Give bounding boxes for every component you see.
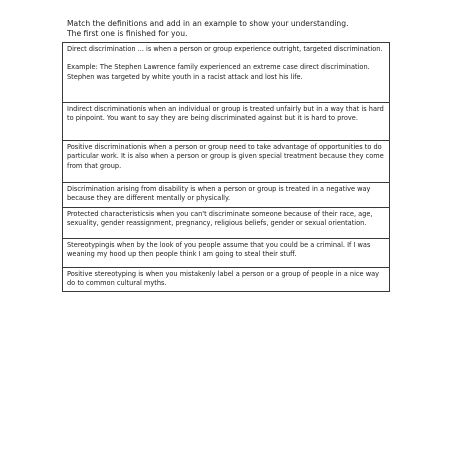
definition-example: Example: The Stephen Lawrence family experienced an extreme case direct discrimination. Stephen was targeted by white youth in a racist attack and lost his life. xyxy=(67,63,370,81)
definition-text: Positive stereotyping is when you mistakenly label a person or a group of people in a nice way do to common cultural myths. xyxy=(67,270,380,288)
instruction-line-1: Match the definitions and add in an example to show your understanding. xyxy=(67,19,349,28)
definition-text: Discrimination arising from disability is when a person or group is treated in a negative way because they are different mentally or physically. xyxy=(67,185,371,203)
instruction-line-2: The first one is finished for you. xyxy=(67,29,188,38)
definitions-table xyxy=(62,42,390,292)
definition-row-direct xyxy=(63,43,389,102)
definition-row-positive-stereotyping xyxy=(63,267,389,291)
definition-row-positive-discrimination xyxy=(63,140,389,182)
definition-row-stereotyping xyxy=(63,238,389,267)
definition-text: Protected characteristicsis when you can't discriminate someone because of their race, age, sexuality, gender reassignment, pregnancy, religious beliefs, gender or sexual orientation. xyxy=(67,210,373,228)
definition-text: Positive discriminationis when a person or group need to take advantage of opportunities to do particular work. It is also when a person or group is given special treatment because they come from that group. xyxy=(67,143,384,170)
definition-row-indirect xyxy=(63,102,389,140)
definition-row-protected xyxy=(63,207,389,238)
definition-text: Direct discrimination ... is when a person or group experience outright, targeted discrimination. xyxy=(67,45,383,53)
definition-text: Indirect discriminationis when an individual or group is treated unfairly but in a way that is hard to pinpoint. You want to say they are being discriminated against but it is hard to prove. xyxy=(67,105,384,123)
instructions xyxy=(67,19,407,39)
definition-text: Stereotypingis when by the look of you people assume that you could be a criminal. If I was weaning my hood up then people think I am going to steal their stuff. xyxy=(67,241,371,259)
definition-row-disability xyxy=(63,182,389,207)
